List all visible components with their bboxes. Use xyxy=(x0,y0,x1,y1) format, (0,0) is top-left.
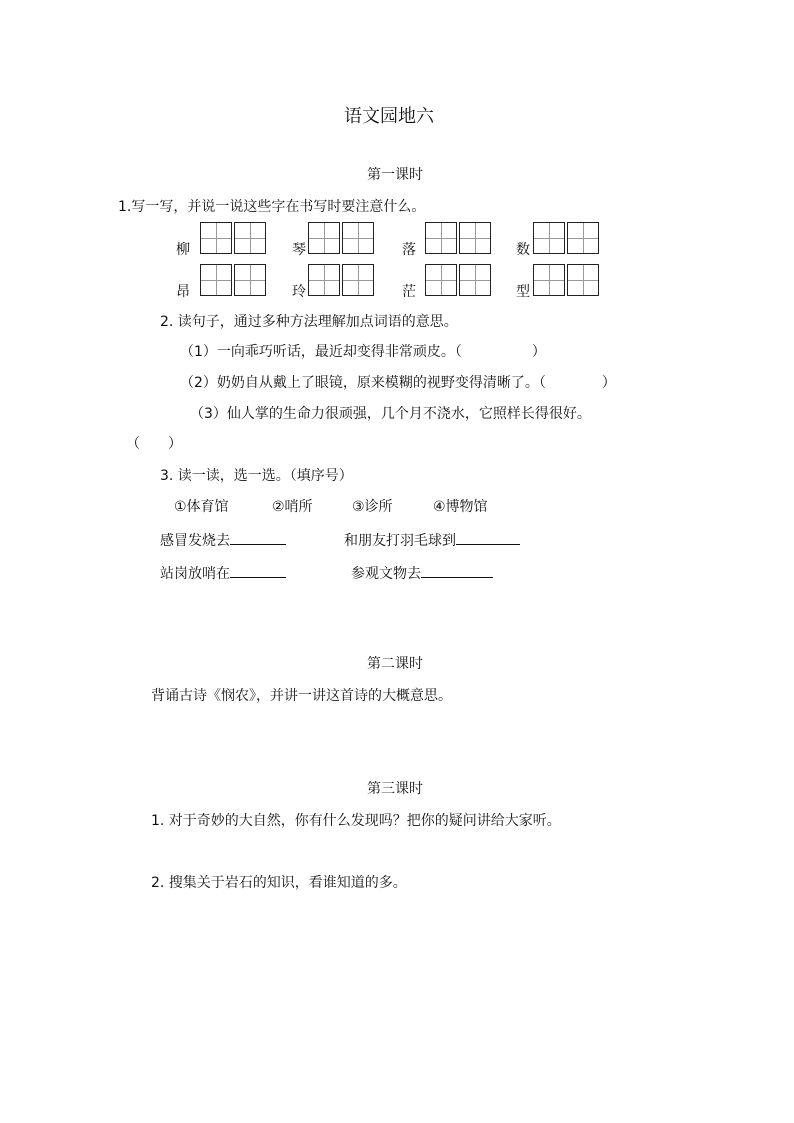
option-4: ④博物馆 xyxy=(433,499,488,515)
writing-grid-box[interactable] xyxy=(425,222,457,254)
writing-grid-box[interactable] xyxy=(342,264,374,296)
writing-grid-box[interactable] xyxy=(308,264,340,296)
question-1-text: 1.写一写，并说一说这些字在书写时要注意什么。 xyxy=(118,199,426,215)
lesson-3-heading: 第三课时 xyxy=(367,781,423,797)
question-2-item-1: （1）一向乖巧听话，最近却变得非常顽皮。（ ） xyxy=(180,344,546,360)
practice-char: 琴 xyxy=(292,242,306,258)
fill-item-3 xyxy=(160,563,286,583)
practice-char: 茫 xyxy=(402,284,416,300)
lesson-1-heading: 第一课时 xyxy=(367,167,423,183)
writing-grid-box[interactable] xyxy=(567,264,599,296)
writing-grid-box[interactable] xyxy=(234,264,266,296)
answer-blank[interactable] xyxy=(421,563,493,578)
page-title: 语文园地六 xyxy=(344,106,434,127)
fill-item-1-label: 感冒发烧去 xyxy=(160,533,230,549)
fill-item-2-label: 和朋友打羽毛球到 xyxy=(344,533,456,549)
practice-char: 柳 xyxy=(176,242,190,258)
writing-grid-box[interactable] xyxy=(308,222,340,254)
practice-char: 型 xyxy=(516,284,530,300)
question-3-text: 3. 读一读，选一选。（填序号） xyxy=(160,468,353,484)
writing-grid-box[interactable] xyxy=(459,264,491,296)
practice-char: 玲 xyxy=(292,284,306,300)
fill-item-3-label: 站岗放哨在 xyxy=(160,566,230,582)
writing-grid-box[interactable] xyxy=(533,222,565,254)
lesson-2-heading: 第二课时 xyxy=(367,656,423,672)
lesson-3-item-1: 1. 对于奇妙的大自然，你有什么发现吗？把你的疑问讲给大家听。 xyxy=(151,813,561,829)
writing-grid-box[interactable] xyxy=(567,222,599,254)
option-3: ③诊所 xyxy=(352,499,393,515)
writing-grid-box[interactable] xyxy=(533,264,565,296)
lesson-2-task: 背诵古诗《悯农》，并讲一讲这首诗的大概意思。 xyxy=(151,688,452,704)
writing-grid-box[interactable] xyxy=(200,264,232,296)
writing-grid-box[interactable] xyxy=(425,264,457,296)
writing-grid-box[interactable] xyxy=(200,222,232,254)
lesson-3-item-2: 2. 搜集关于岩石的知识，看谁知道的多。 xyxy=(151,875,407,891)
question-2-item-3-answer: （ ） xyxy=(126,436,182,452)
practice-char: 落 xyxy=(402,242,416,258)
fill-item-4-label: 参观文物去 xyxy=(351,566,421,582)
answer-blank[interactable] xyxy=(456,530,520,545)
question-2-item-3: （3）仙人掌的生命力很顽强，几个月不浇水，它照样长得很好。 xyxy=(190,406,591,422)
fill-item-2 xyxy=(344,530,520,550)
question-2-item-2: （2）奶奶自从戴上了眼镜，原来模糊的视野变得清晰了。（ ） xyxy=(180,375,616,391)
fill-item-1 xyxy=(160,530,286,550)
practice-char: 昂 xyxy=(176,284,190,300)
writing-grid-box[interactable] xyxy=(342,222,374,254)
writing-grid-box[interactable] xyxy=(459,222,491,254)
answer-blank[interactable] xyxy=(230,563,286,578)
option-1: ①体育馆 xyxy=(174,499,229,515)
practice-char: 数 xyxy=(516,242,530,258)
option-2: ②哨所 xyxy=(272,499,313,515)
fill-item-4 xyxy=(351,563,493,583)
question-2-text: 2. 读句子，通过多种方法理解加点词语的意思。 xyxy=(160,314,458,330)
writing-grid-box[interactable] xyxy=(234,222,266,254)
answer-blank[interactable] xyxy=(230,530,286,545)
